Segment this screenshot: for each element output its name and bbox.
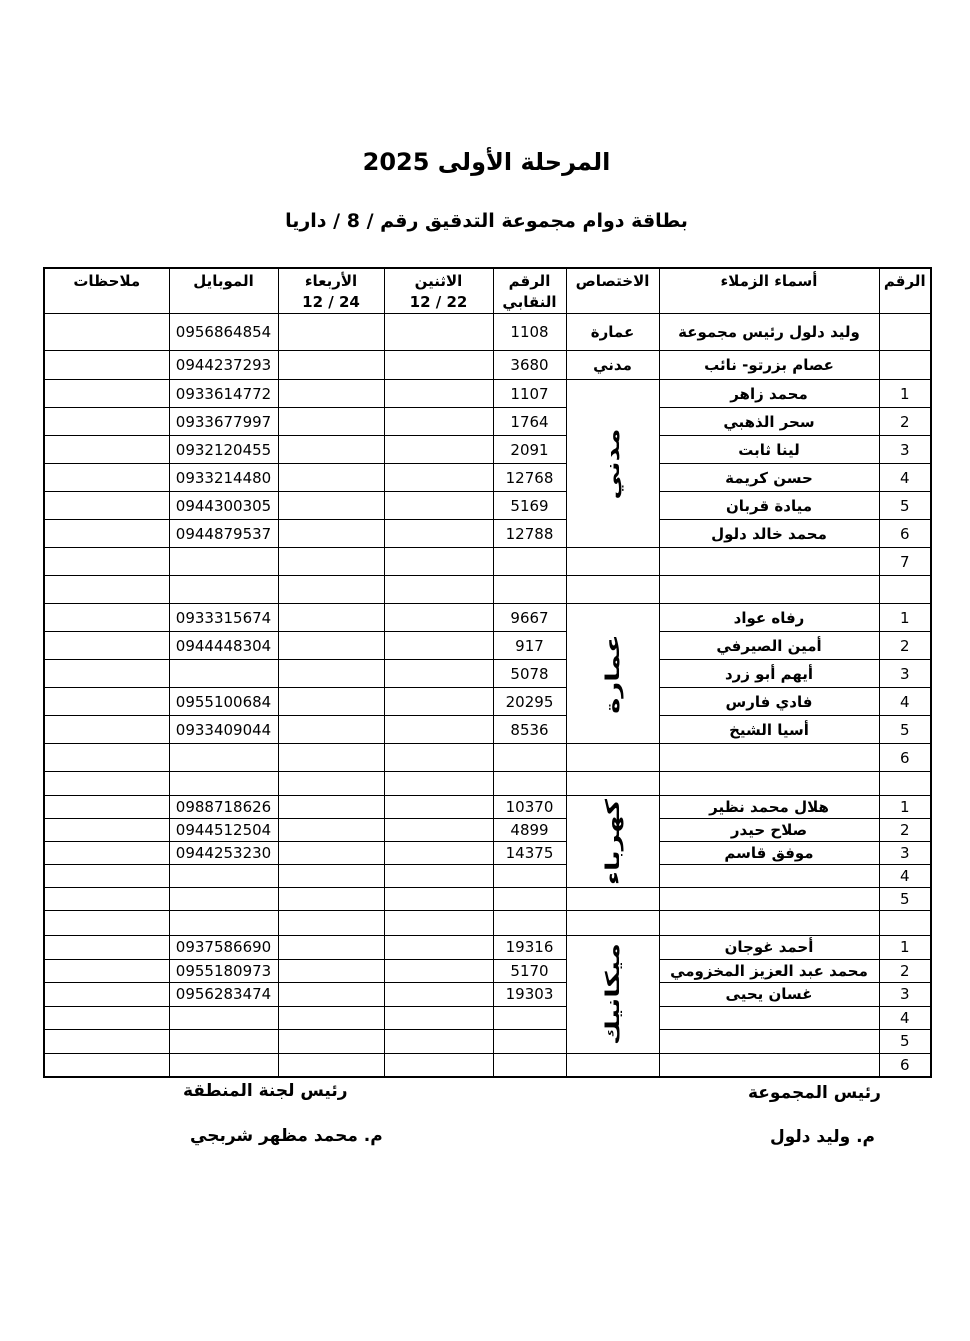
cell-monday-attendance [384,492,493,520]
table-row [44,716,931,744]
cell-union-number: 4899 [493,819,566,842]
cell-row-number [879,772,931,796]
cell-name: أمين الصيرفي [659,632,879,660]
cell-name [659,548,879,576]
cell-wednesday-attendance [278,911,384,936]
cell-mobile: 0944448304 [169,632,278,660]
separator-row [44,576,931,604]
cell-mobile [169,744,278,772]
cell-monday-attendance [384,1030,493,1054]
cell-monday-attendance [384,660,493,688]
cell-union-number: 9667 [493,604,566,632]
cell-notes [44,548,169,576]
cell-monday-attendance [384,716,493,744]
cell-union-number [493,576,566,604]
attendance-table [43,267,932,1078]
cell-name: محمد خالد دلول [659,520,879,548]
cell-notes [44,314,169,351]
cell-union-number [493,1006,566,1030]
cell-wednesday-attendance [278,604,384,632]
cell-monday-attendance [384,314,493,351]
cell-wednesday-attendance [278,351,384,380]
col-header-union-line1: الرقم [508,272,551,290]
cell-name: أسيا الشيخ [659,716,879,744]
cell-mobile [169,772,278,796]
col-header-notes [44,268,169,314]
cell-specialty: عمارة [566,314,659,351]
cell-row-number: 2 [879,819,931,842]
cell-monday-attendance [384,959,493,983]
cell-union-number: 19316 [493,936,566,960]
cell-wednesday-attendance [278,772,384,796]
footer-group-head-name: م. وليد دلول [770,1127,875,1147]
cell-monday-attendance [384,380,493,408]
cell-notes [44,865,169,888]
cell-union-number [493,744,566,772]
table-row [44,865,931,888]
cell-wednesday-attendance [278,632,384,660]
cell-row-number: 5 [879,1030,931,1054]
cell-union-number: 5169 [493,492,566,520]
table-row [44,1053,931,1077]
cell-specialty-merged [566,604,659,744]
cell-wednesday-attendance [278,548,384,576]
col-header-monday-date: 22 / 12 [409,293,468,311]
cell-union-number: 5078 [493,660,566,688]
cell-row-number: 1 [879,796,931,819]
table-row [44,351,931,380]
cell-wednesday-attendance [278,314,384,351]
cell-mobile: 0933409044 [169,716,278,744]
cell-wednesday-attendance [278,842,384,865]
cell-mobile: 0944512504 [169,819,278,842]
cell-notes [44,604,169,632]
cell-name: حسن كريمة [659,464,879,492]
cell-mobile: 0937586690 [169,936,278,960]
footer-group-head-title: رئيس المجموعة [748,1083,881,1103]
cell-row-number: 3 [879,660,931,688]
table-row [44,604,931,632]
cell-specialty-merged [566,380,659,548]
table-row [44,464,931,492]
cell-monday-attendance [384,911,493,936]
cell-monday-attendance [384,796,493,819]
cell-union-number: 1108 [493,314,566,351]
cell-monday-attendance [384,865,493,888]
cell-specialty [566,888,659,911]
cell-name [659,1006,879,1030]
cell-wednesday-attendance [278,520,384,548]
cell-monday-attendance [384,576,493,604]
cell-notes [44,1006,169,1030]
cell-monday-attendance [384,936,493,960]
cell-union-number: 10370 [493,796,566,819]
cell-row-number: 2 [879,959,931,983]
cell-notes [44,911,169,936]
cell-union-number: 1107 [493,380,566,408]
cell-notes [44,819,169,842]
specialty-vertical-label: كهرباء [601,798,624,885]
table-row [44,983,931,1007]
cell-row-number: 1 [879,604,931,632]
cell-notes [44,716,169,744]
col-header-union-line2: النقابي [502,293,557,311]
cell-name: وليد دلول رئيس مجموعة [659,314,879,351]
table-row [44,744,931,772]
cell-wednesday-attendance [278,959,384,983]
cell-union-number: 1764 [493,408,566,436]
table-row [44,842,931,865]
cell-name: موفق قاسم [659,842,879,865]
cell-notes [44,959,169,983]
cell-notes [44,744,169,772]
cell-union-number [493,1030,566,1054]
cell-notes [44,983,169,1007]
cell-notes [44,436,169,464]
cell-monday-attendance [384,632,493,660]
cell-specialty-merged [566,936,659,1054]
table-row [44,314,931,351]
cell-monday-attendance [384,688,493,716]
cell-notes [44,380,169,408]
cell-name: رفاه عواد [659,604,879,632]
cell-row-number: 1 [879,380,931,408]
cell-mobile [169,911,278,936]
cell-name [659,576,879,604]
cell-union-number: 3680 [493,351,566,380]
cell-mobile: 0988718626 [169,796,278,819]
cell-mobile: 0956864854 [169,314,278,351]
cell-specialty [566,744,659,772]
cell-wednesday-attendance [278,380,384,408]
cell-name: سحر الذهبي [659,408,879,436]
cell-union-number [493,888,566,911]
cell-notes [44,688,169,716]
specialty-vertical-label: مدني [601,427,624,500]
cell-mobile [169,1053,278,1077]
cell-name: فادي فارس [659,688,879,716]
cell-mobile [169,548,278,576]
cell-monday-attendance [384,888,493,911]
cell-monday-attendance [384,1053,493,1077]
cell-row-number: 1 [879,936,931,960]
cell-wednesday-attendance [278,1006,384,1030]
cell-union-number: 5170 [493,959,566,983]
cell-wednesday-attendance [278,464,384,492]
col-header-wednesday-label: الأربعاء [304,272,358,290]
table-row [44,408,931,436]
cell-notes [44,888,169,911]
cell-mobile [169,660,278,688]
col-header-number [879,268,931,314]
separator-row [44,911,931,936]
cell-name [659,1053,879,1077]
cell-name [659,772,879,796]
cell-monday-attendance [384,520,493,548]
table-row [44,1030,931,1054]
header-row [44,268,931,314]
cell-notes [44,772,169,796]
col-header-mobile-label: الموبايل [193,272,254,290]
cell-notes [44,796,169,819]
cell-name: عصام بزرتو- نائب [659,351,879,380]
table-row [44,936,931,960]
cell-row-number: 2 [879,408,931,436]
table-row [44,632,931,660]
cell-name: ميادة قربان [659,492,879,520]
cell-wednesday-attendance [278,408,384,436]
col-header-names [659,268,879,314]
cell-name: أحمد غوجان [659,936,879,960]
cell-name [659,865,879,888]
cell-monday-attendance [384,464,493,492]
col-header-monday [384,268,493,314]
table-row [44,380,931,408]
table-row [44,959,931,983]
cell-monday-attendance [384,983,493,1007]
cell-row-number [879,314,931,351]
cell-row-number: 4 [879,464,931,492]
cell-monday-attendance [384,772,493,796]
cell-notes [44,660,169,688]
table-row [44,796,931,819]
cell-name [659,911,879,936]
cell-name: محمد عبد العزيز المخزومي [659,959,879,983]
table-row [44,888,931,911]
specialty-vertical-label: عمارة [601,633,624,714]
cell-notes [44,576,169,604]
cell-notes [44,1030,169,1054]
cell-name: هلال محمد نظير [659,796,879,819]
col-header-monday-label: الاثنين [414,272,463,290]
cell-wednesday-attendance [278,936,384,960]
cell-wednesday-attendance [278,436,384,464]
footer-region-committee-name: م. محمد مظهر شربجي [190,1126,383,1146]
col-header-wednesday [278,268,384,314]
cell-mobile: 0933677997 [169,408,278,436]
cell-wednesday-attendance [278,983,384,1007]
cell-specialty [566,548,659,576]
table-row [44,548,931,576]
cell-row-number: 6 [879,520,931,548]
cell-row-number: 6 [879,1053,931,1077]
col-header-mobile [169,268,278,314]
cell-notes [44,842,169,865]
cell-mobile: 0956283474 [169,983,278,1007]
cell-mobile: 0933614772 [169,380,278,408]
cell-notes [44,351,169,380]
cell-wednesday-attendance [278,492,384,520]
cell-name [659,888,879,911]
cell-monday-attendance [384,548,493,576]
cell-union-number: 19303 [493,983,566,1007]
cell-wednesday-attendance [278,1053,384,1077]
cell-row-number [879,576,931,604]
cell-row-number: 4 [879,865,931,888]
cell-mobile [169,1030,278,1054]
cell-row-number [879,351,931,380]
cell-monday-attendance [384,1006,493,1030]
col-header-specialty [566,268,659,314]
cell-union-number: 20295 [493,688,566,716]
cell-name [659,1030,879,1054]
cell-mobile: 0933214480 [169,464,278,492]
cell-mobile [169,1006,278,1030]
cell-row-number: 2 [879,632,931,660]
cell-mobile: 0944300305 [169,492,278,520]
cell-name: صلاح حيدر [659,819,879,842]
table-row [44,819,931,842]
table-row [44,688,931,716]
footer-region-committee-title: رئيس لجنة المنطقة [183,1081,348,1101]
cell-notes [44,408,169,436]
cell-mobile: 0944879537 [169,520,278,548]
specialty-vertical-label: ميكانيك [601,943,624,1046]
col-header-union-number [493,268,566,314]
cell-monday-attendance [384,842,493,865]
cell-mobile: 0944237293 [169,351,278,380]
cell-monday-attendance [384,408,493,436]
cell-monday-attendance [384,819,493,842]
separator-row [44,772,931,796]
cell-monday-attendance [384,351,493,380]
cell-notes [44,632,169,660]
cell-row-number: 5 [879,888,931,911]
cell-notes [44,936,169,960]
cell-union-number [493,548,566,576]
cell-specialty: مدني [566,351,659,380]
cell-row-number: 3 [879,436,931,464]
cell-row-number: 5 [879,492,931,520]
cell-mobile [169,865,278,888]
cell-mobile: 0933315674 [169,604,278,632]
cell-specialty [566,1053,659,1077]
cell-specialty [566,911,659,936]
cell-row-number: 6 [879,744,931,772]
cell-row-number: 5 [879,716,931,744]
table-row [44,660,931,688]
cell-specialty-merged [566,796,659,888]
cell-mobile: 0955100684 [169,688,278,716]
cell-union-number: 12788 [493,520,566,548]
cell-wednesday-attendance [278,1030,384,1054]
cell-wednesday-attendance [278,576,384,604]
cell-row-number: 3 [879,983,931,1007]
cell-union-number [493,865,566,888]
cell-monday-attendance [384,744,493,772]
cell-notes [44,1053,169,1077]
cell-wednesday-attendance [278,716,384,744]
page-title: المرحلة الأولى 2025 [362,148,611,176]
cell-wednesday-attendance [278,744,384,772]
cell-union-number [493,911,566,936]
cell-union-number: 14375 [493,842,566,865]
cell-notes [44,520,169,548]
cell-wednesday-attendance [278,660,384,688]
col-header-number-label: الرقم [883,272,926,290]
cell-union-number [493,1053,566,1077]
cell-name: أيهم أبو زرد [659,660,879,688]
cell-name: محمد زاهر [659,380,879,408]
col-header-specialty-label: الاختصاص [575,272,650,290]
cell-name: غسان يحيى [659,983,879,1007]
cell-row-number: 4 [879,1006,931,1030]
page-subtitle: بطاقة دوام مجموعة التدقيق رقم / 8 / داريا [285,210,688,232]
table-row [44,520,931,548]
cell-union-number: 8536 [493,716,566,744]
table-row [44,492,931,520]
col-header-notes-label: ملاحظات [73,272,141,290]
cell-wednesday-attendance [278,888,384,911]
cell-mobile [169,888,278,911]
cell-row-number: 7 [879,548,931,576]
cell-monday-attendance [384,604,493,632]
cell-notes [44,492,169,520]
cell-name [659,744,879,772]
cell-row-number: 4 [879,688,931,716]
cell-row-number [879,911,931,936]
table-row [44,1006,931,1030]
cell-mobile [169,576,278,604]
cell-name: لينا ثابت [659,436,879,464]
cell-mobile: 0944253230 [169,842,278,865]
roster-tbody [44,314,931,1077]
cell-specialty [566,772,659,796]
cell-wednesday-attendance [278,865,384,888]
cell-union-number [493,772,566,796]
cell-mobile: 0932120455 [169,436,278,464]
cell-row-number: 3 [879,842,931,865]
cell-notes [44,464,169,492]
table-row [44,436,931,464]
col-header-wednesday-date: 24 / 12 [302,293,360,311]
cell-specialty [566,576,659,604]
cell-union-number: 2091 [493,436,566,464]
cell-mobile: 0955180973 [169,959,278,983]
cell-union-number: 12768 [493,464,566,492]
col-header-names-label: أسماء الزملاء [720,272,818,290]
cell-union-number: 917 [493,632,566,660]
cell-wednesday-attendance [278,688,384,716]
cell-wednesday-attendance [278,796,384,819]
cell-monday-attendance [384,436,493,464]
cell-wednesday-attendance [278,819,384,842]
